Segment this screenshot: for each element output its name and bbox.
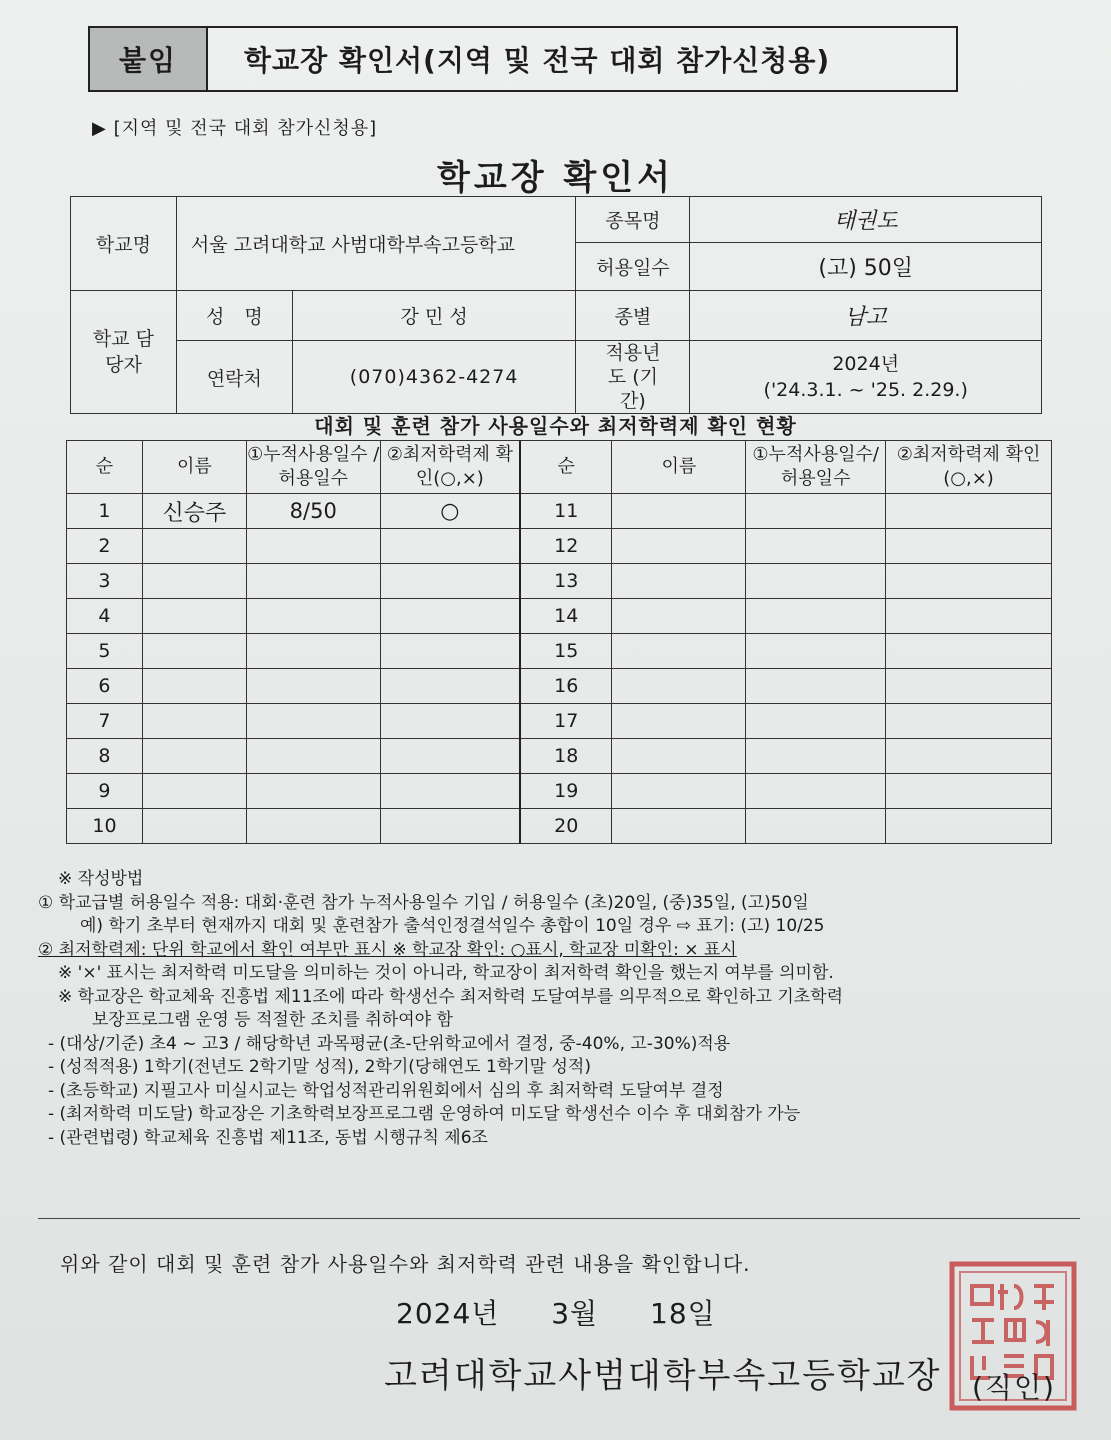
row-number: 7: [67, 704, 143, 739]
detail-3: - (초등학교) 지필고사 미실시교는 학업성적관리위원회에서 심의 후 최저학력 도달여부 결정: [48, 1080, 724, 1101]
empty-cell: [612, 529, 746, 564]
col-name-right: 이름: [612, 441, 746, 494]
row-number: 15: [520, 634, 612, 669]
row-number: 9: [67, 774, 143, 809]
year-value: 2024년: [832, 353, 900, 375]
student-name: 신승주: [142, 494, 246, 529]
empty-cell: [380, 774, 520, 809]
table-row: [67, 564, 1052, 599]
detail-1: - (대상/기준) 초4 ~ 고3 / 해당학년 과목평균(초-단위학교에서 결정, 중-40%, 고-30%)적용: [48, 1033, 731, 1054]
empty-cell: [246, 669, 380, 704]
table-row: [67, 529, 1052, 564]
empty-cell: [746, 599, 886, 634]
empty-cell: [142, 634, 246, 669]
year-label: 적용년도 (기간): [576, 341, 690, 414]
subheading: ▶ [지역 및 전국 대회 참가신청용]: [92, 118, 378, 139]
event-value: 태권도: [690, 197, 1042, 243]
empty-cell: [142, 564, 246, 599]
col-no-right: 순: [520, 441, 612, 494]
col-name: 이름: [142, 441, 246, 494]
empty-cell: [886, 494, 1052, 529]
phone-value: (070)4362-4274: [292, 341, 576, 414]
confirm-text: 위와 같이 대회 및 훈련 참가 사용일수와 최저학력 관련 내용을 확인합니다.: [60, 1252, 751, 1276]
empty-cell: [746, 669, 886, 704]
empty-cell: [142, 704, 246, 739]
row-number: 11: [520, 494, 612, 529]
note-4a: ※ 학교장은 학교체육 진흥법 제11조에 따라 학생선수 최저학력 도달여부를 의무적으로 확인하고 기초학력: [58, 986, 844, 1007]
row-number: 20: [520, 809, 612, 844]
empty-cell: [380, 704, 520, 739]
row-number: 18: [520, 739, 612, 774]
date-month: 3월: [551, 1297, 599, 1330]
empty-cell: [380, 739, 520, 774]
date-day: 18일: [650, 1297, 716, 1330]
empty-cell: [746, 529, 886, 564]
detail-2: - (성적적용) 1학기(전년도 2학기말 성적), 2학기(당해연도 1학기말 성적): [48, 1057, 591, 1077]
empty-cell: [246, 529, 380, 564]
note-1-example: 예) 학기 초부터 현재까지 대회 및 훈련참가 출석인정결석일수 총합이 10일 경우 ⇨ 표기: (고) 10/25: [80, 916, 825, 936]
table-row: [67, 704, 1052, 739]
empty-cell: [886, 564, 1052, 599]
phone-label: 연락처: [176, 341, 292, 414]
table-row: [67, 739, 1052, 774]
row-number: 5: [67, 634, 143, 669]
empty-cell: [612, 494, 746, 529]
header-box: [88, 26, 958, 92]
empty-cell: [612, 739, 746, 774]
seal-label: (직인): [972, 1371, 1056, 1404]
row-number: 4: [67, 599, 143, 634]
school-label: 학교명: [71, 197, 177, 291]
row-number: 16: [520, 669, 612, 704]
row-number: 19: [520, 774, 612, 809]
table-row: [67, 494, 1052, 529]
name-value: 강 민 성: [292, 291, 576, 341]
contact-person-label: 학교 담당자: [71, 291, 177, 414]
notes-block: [38, 868, 1088, 1150]
empty-cell: [142, 669, 246, 704]
empty-cell: [612, 634, 746, 669]
col-check-right: ②최저학력제 확인(○,×): [886, 441, 1052, 494]
header-title: 학교장 확인서(지역 및 전국 대회 참가신청용): [244, 44, 831, 77]
empty-cell: [746, 809, 886, 844]
allowed-days-value: (고) 50일: [690, 243, 1042, 291]
roster-table: [66, 440, 1052, 844]
table-row: [67, 809, 1052, 844]
empty-cell: [246, 774, 380, 809]
empty-cell: [746, 634, 886, 669]
empty-cell: [746, 564, 886, 599]
detail-4: - (최저학력 미도달) 학교장은 기초학력보장프로그램 운영하여 미도달 학생선수 이수 후 대회참가 가능: [48, 1104, 801, 1124]
col-days: ①누적사용일수 /허용일수: [246, 441, 380, 494]
student-days: 8/50: [246, 494, 380, 529]
row-number: 2: [67, 529, 143, 564]
category-value: 남고: [690, 291, 1042, 341]
table-row: [67, 669, 1052, 704]
row-number: 17: [520, 704, 612, 739]
empty-cell: [746, 774, 886, 809]
empty-cell: [886, 599, 1052, 634]
empty-cell: [746, 704, 886, 739]
name-label: 성 명: [176, 291, 292, 341]
note-3: ※ '×' 표시는 최저학력 미도달을 의미하는 것이 아니라, 학교장이 최저학력 확인을 했는지 여부를 의미함.: [58, 963, 834, 983]
empty-cell: [886, 704, 1052, 739]
row-number: 6: [67, 669, 143, 704]
notes-heading: ※ 작성방법: [58, 869, 144, 889]
empty-cell: [612, 809, 746, 844]
date-year: 2024년: [396, 1297, 500, 1330]
row-number: 1: [67, 494, 143, 529]
official-seal: [944, 1258, 1080, 1414]
table-row: [67, 599, 1052, 634]
school-value: 서울 고려대학교 사범대학부속고등학교: [176, 197, 576, 291]
empty-cell: [246, 634, 380, 669]
allowed-days-label: 허용일수: [576, 243, 690, 291]
empty-cell: [380, 669, 520, 704]
empty-cell: [380, 564, 520, 599]
row-number: 14: [520, 599, 612, 634]
event-label: 종목명: [576, 197, 690, 243]
empty-cell: [886, 809, 1052, 844]
principal-name: 고려대학교사범대학부속고등학교장: [384, 1356, 942, 1396]
empty-cell: [612, 704, 746, 739]
note-4b: 보장프로그램 운영 등 적절한 조치를 취하여야 함: [92, 1010, 453, 1030]
empty-cell: [246, 809, 380, 844]
empty-cell: [612, 599, 746, 634]
divider: [38, 1218, 1080, 1219]
empty-cell: [380, 809, 520, 844]
note-1: ① 학교급별 허용일수 적용: 대회·훈련 참가 누적사용일수 기입 / 허용일수 (초)20일, (중)35일, (고)50일: [38, 892, 809, 913]
section-title: 대회 및 훈련 참가 사용일수와 최저학력제 확인 현황: [314, 414, 797, 438]
empty-cell: [142, 739, 246, 774]
empty-cell: [886, 739, 1052, 774]
empty-cell: [142, 529, 246, 564]
empty-cell: [612, 564, 746, 599]
row-number: 10: [67, 809, 143, 844]
empty-cell: [246, 564, 380, 599]
col-days-right: ①누적사용일수/ 허용일수: [746, 441, 886, 494]
row-number: 13: [520, 564, 612, 599]
doc-title: 학교장 확인서: [437, 158, 674, 198]
empty-cell: [142, 809, 246, 844]
category-label: 종별: [576, 291, 690, 341]
empty-cell: [746, 739, 886, 774]
empty-cell: [886, 774, 1052, 809]
table-row: [67, 634, 1052, 669]
empty-cell: [142, 599, 246, 634]
empty-cell: [612, 669, 746, 704]
period-value: ('24.3.1. ~ '25. 2.29.): [763, 379, 968, 401]
empty-cell: [886, 669, 1052, 704]
signing-date: [396, 1292, 758, 1332]
empty-cell: [380, 634, 520, 669]
note-2: ② 최저학력제: 단위 학교에서 확인 여부만 표시 ※ 학교장 확인: ○표시, 학교장 미확인: × 표시: [38, 939, 737, 960]
row-number: 12: [520, 529, 612, 564]
empty-cell: [746, 494, 886, 529]
empty-cell: [886, 634, 1052, 669]
row-number: 8: [67, 739, 143, 774]
student-check: ○: [380, 494, 520, 529]
col-check: ②최저학력제 확인(○,×): [380, 441, 520, 494]
detail-5: - (관련법령) 학교체육 진흥법 제11조, 동법 시행규칙 제6조: [48, 1127, 488, 1148]
attachment-tag: 붙임: [90, 28, 208, 90]
empty-cell: [380, 529, 520, 564]
empty-cell: [246, 599, 380, 634]
empty-cell: [142, 774, 246, 809]
empty-cell: [246, 739, 380, 774]
col-no: 순: [67, 441, 143, 494]
empty-cell: [886, 529, 1052, 564]
year-period-cell: [690, 341, 1042, 414]
empty-cell: [246, 704, 380, 739]
empty-cell: [380, 599, 520, 634]
row-number: 3: [67, 564, 143, 599]
info-table: [70, 196, 1042, 414]
table-row: [67, 774, 1052, 809]
empty-cell: [612, 774, 746, 809]
